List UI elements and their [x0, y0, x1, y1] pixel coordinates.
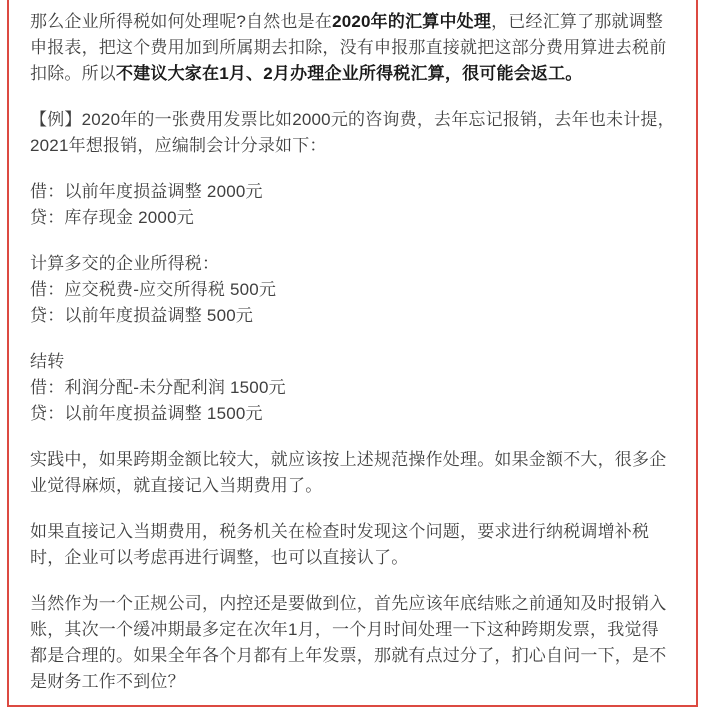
body-text-line: 贷：以前年度损益调整 500元	[30, 306, 254, 325]
paragraph	[30, 179, 676, 231]
body-text-line: 如果直接记入当期费用，税务机关在检查时发现这个问题，要求进行纳税调增补税时，企业可以考虑再进行调整，也可以直接认了。	[30, 522, 650, 567]
paragraph	[30, 519, 676, 571]
body-text-line: 贷：库存现金 2000元	[30, 208, 194, 227]
body-text-line: 借：应交税费-应交所得税 500元	[30, 280, 277, 299]
article-card	[7, 0, 698, 707]
article-body	[30, 9, 676, 695]
body-text-line: 结转	[30, 352, 65, 371]
paragraph	[30, 9, 676, 87]
body-text-line: 实践中，如果跨期金额比较大，就应该按上述规范操作处理。如果金额不大，很多企业觉得麻烦，就直接记入当期费用了。	[30, 450, 667, 495]
paragraph	[30, 591, 676, 695]
body-text: 那么企业所得税如何处理呢?自然也是在	[30, 12, 333, 31]
paragraph	[30, 107, 676, 159]
paragraph	[30, 447, 676, 499]
emphasis-text: 不建议大家在1月、2月办理企业所得税汇算，很可能会返工。	[116, 64, 583, 83]
paragraph	[30, 349, 676, 427]
body-text-line: 借：以前年度损益调整 2000元	[30, 182, 263, 201]
body-text-line: 计算多交的企业所得税：	[30, 254, 220, 273]
body-text-line: 贷：以前年度损益调整 1500元	[30, 404, 263, 423]
body-text-line: 【例】2020年的一张费用发票比如2000元的咨询费，去年忘记报销，去年也未计提，2021年想报销，应编制会计分录如下：	[30, 110, 675, 155]
body-text-line: 借：利润分配-未分配利润 1500元	[30, 378, 286, 397]
paragraph	[30, 251, 676, 329]
body-text: ，已经汇算了那就调整申报表，把这个费用加到所属期去扣除，没有申报那直接就把这部分费用算进去税前扣除。所以	[30, 12, 667, 83]
emphasis-text: 2020年的汇算中处理	[332, 12, 492, 31]
body-text-line: 当然作为一个正规公司，内控还是要做到位，首先应该年底结账之前通知及时报销入账，其次一个缓冲期最多定在次年1月，一个月时间处理一下这种跨期发票，我觉得都是合理的。如果全年各个月都有上年发票，那就有点过分了，扪心自问一下，是不是财务工作不到位？	[30, 594, 667, 691]
